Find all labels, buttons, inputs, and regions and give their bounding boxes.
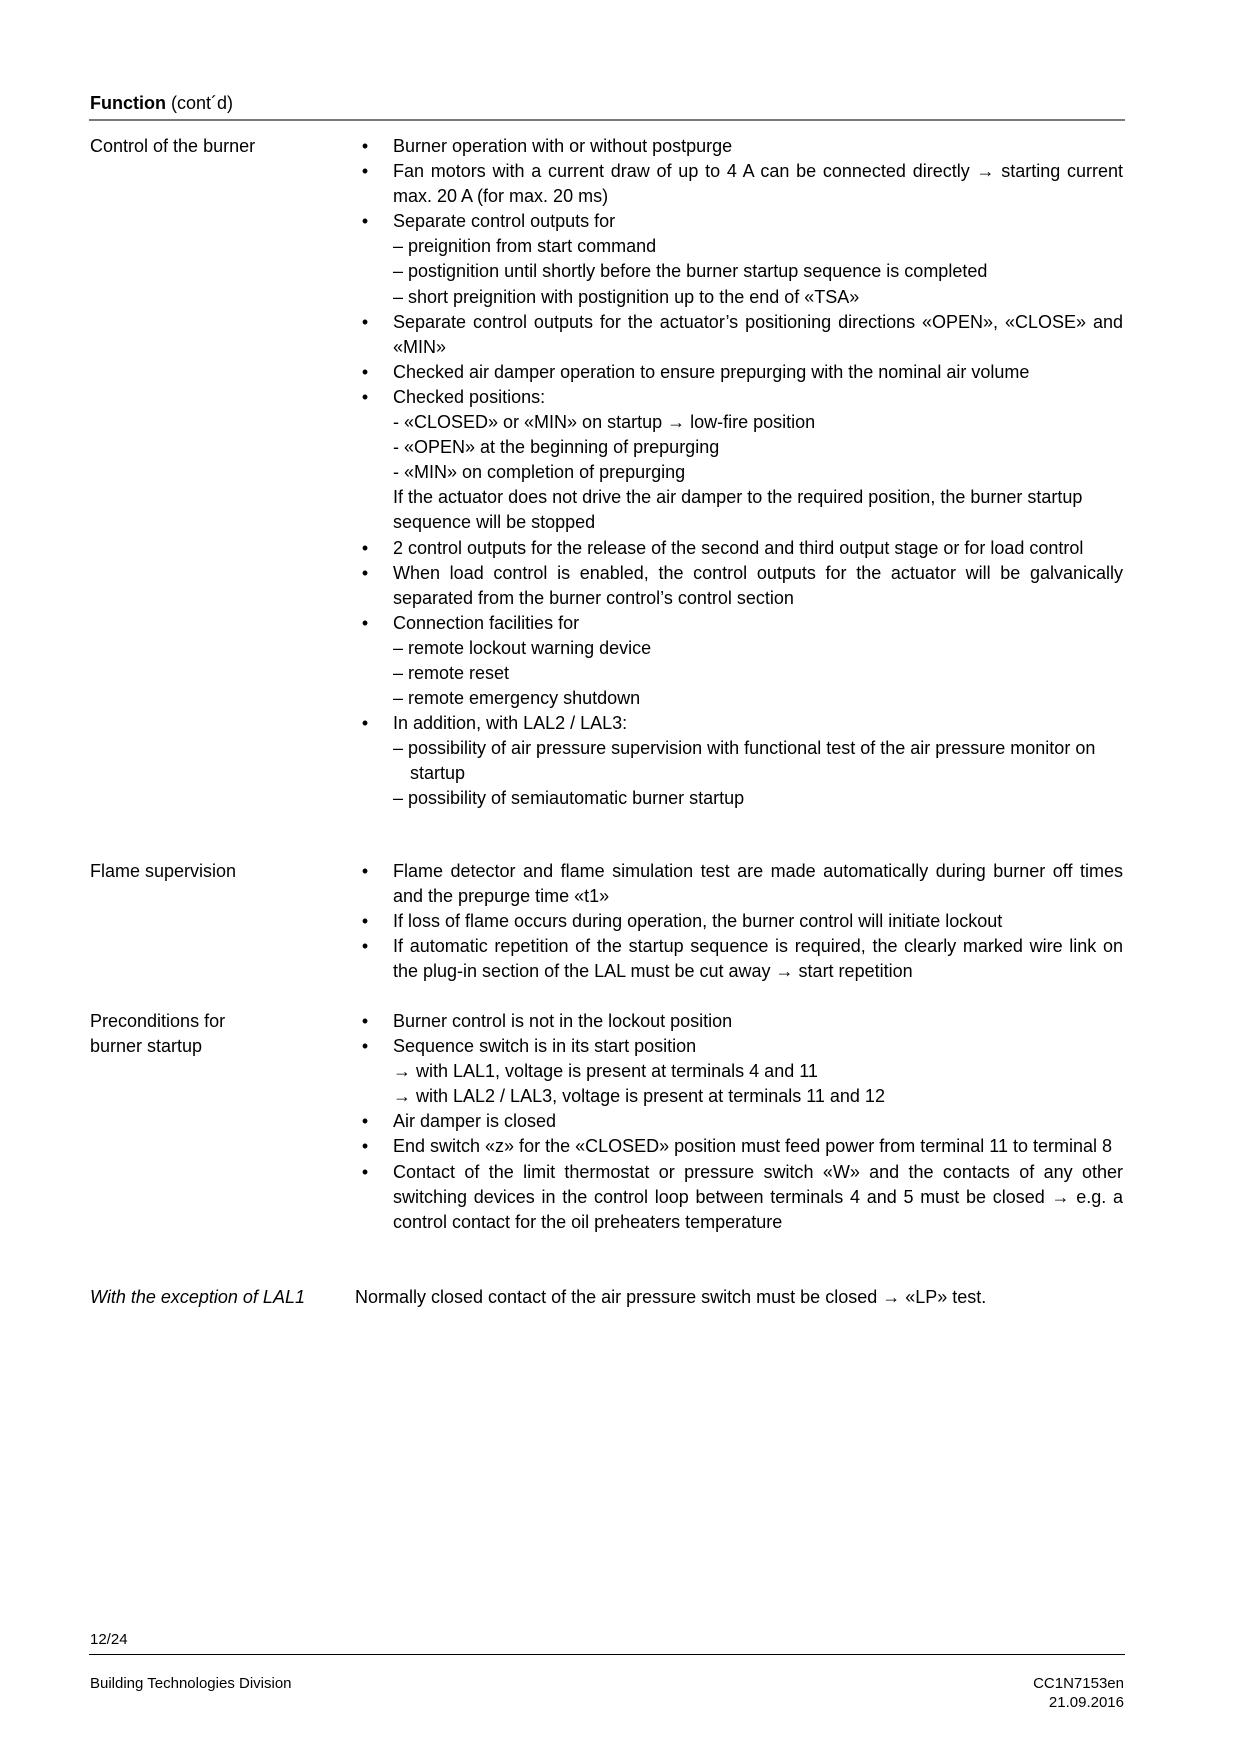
bullet-icon: •: [361, 211, 369, 232]
bullet-icon: •: [361, 161, 369, 182]
bullet-list: [360, 859, 1123, 984]
sub-item: – remote reset: [393, 662, 510, 683]
list-item-text: Separate control outputs for: [393, 211, 616, 232]
list-item-text: Burner operation with or without postpurge: [393, 136, 733, 156]
list-item: [360, 1009, 1123, 1034]
section-body: [360, 134, 1123, 812]
heading-suffix: (cont´d): [165, 93, 234, 113]
list-item-text: Separate control outputs for the actuator’s positioning directions «OPEN», «CLOSE» and «MIN»: [393, 311, 1123, 357]
list-item-text: Sequence switch is in its start position: [393, 1036, 697, 1057]
bullet-icon: •: [361, 1011, 369, 1031]
list-item-text: Flame detector and flame simulation test are made automatically during burner off times and the prepurge time «t1»: [393, 861, 1123, 907]
list-item: [360, 159, 1123, 209]
sub-item: – short preignition with postignition up to the end of «TSA»: [393, 286, 860, 307]
sub-item: – remote emergency shutdown: [393, 688, 641, 709]
sub-item: - «MIN» on completion of prepurging: [393, 462, 686, 483]
list-item: [360, 1109, 1123, 1134]
list-item-text: In addition, with LAL2 / LAL3:: [393, 713, 628, 734]
list-item-text: If automatic repetition of the startup sequence is required, the clearly marked wire link on the plug-in section of the LAL must be cut away → start repetition: [393, 936, 1123, 982]
sub-item: → with LAL1, voltage is present at terminals 4 and 11: [393, 1061, 818, 1082]
sub-item: - «OPEN» at the beginning of prepurging: [393, 437, 720, 458]
list-item: [360, 909, 1123, 934]
bullet-icon: •: [361, 1036, 369, 1057]
list-item-text: Fan motors with a current draw of up to 4 A can be connected directly → starting current max. 20 A (for max. 20 ms): [393, 161, 1123, 207]
bullet-icon: •: [361, 1111, 369, 1132]
bullet-list: [360, 134, 1123, 812]
list-item-text: End switch «z» for the «CLOSED» position must feed power from terminal 11 to terminal 8: [393, 1136, 1112, 1157]
bullet-icon: •: [361, 713, 369, 734]
sub-item: – preignition from start command: [393, 236, 657, 257]
section-label: [90, 1009, 350, 1059]
heading-rule: [89, 119, 1125, 121]
list-item: [360, 209, 1123, 309]
section-body: [360, 859, 1123, 984]
list-item: [360, 934, 1123, 984]
list-item-text: Connection facilities for: [393, 612, 580, 633]
list-item-text: Contact of the limit thermostat or pressure switch «W» and the contacts of any other switching devices in the control loop between terminals 4 and 5 must be closed → e.g. a control contact for the oil preheaters temperature: [393, 1161, 1123, 1232]
bullet-icon: •: [361, 861, 369, 881]
sub-item: → with LAL2 / LAL3, voltage is present at terminals 11 and 12: [393, 1086, 885, 1107]
list-item: [360, 1160, 1123, 1235]
list-item-text: Air damper is closed: [393, 1111, 557, 1132]
section-body: [360, 1009, 1123, 1235]
list-item: [360, 1034, 1123, 1109]
list-item: [360, 385, 1123, 536]
document-date: 21.09.2016: [1048, 1694, 1124, 1711]
sub-item: – remote lockout warning device: [393, 637, 652, 658]
sub-item: – possibility of semiautomatic burner startup: [393, 788, 745, 809]
bullet-icon: •: [361, 1161, 369, 1182]
bullet-icon: •: [361, 136, 369, 156]
list-item: [360, 536, 1123, 561]
section-label-line: Preconditions for: [90, 1011, 226, 1031]
document-id: CC1N7153en: [1033, 1675, 1124, 1692]
list-item: [360, 711, 1123, 811]
list-item: [360, 360, 1123, 385]
section-label: Flame supervision: [90, 861, 237, 881]
list-item-text: If loss of flame occurs during operation, the burner control will initiate lockout: [393, 911, 1003, 932]
section-heading: [90, 91, 233, 116]
list-item: [360, 134, 1123, 159]
footer-doc-info: [1033, 1674, 1124, 1712]
sub-item: - «CLOSED» or «MIN» on startup → low-fire position: [393, 412, 816, 433]
sub-item: – possibility of air pressure supervision with functional test of the air pressure monitor on startup: [393, 738, 1096, 784]
list-item-text: Checked air damper operation to ensure prepurging with the nominal air volume: [393, 361, 1030, 382]
list-item-text: 2 control outputs for the release of the second and third output stage or for load control: [393, 537, 1084, 558]
section-label: Control of the burner: [90, 136, 256, 156]
list-item: [360, 859, 1123, 909]
list-item: [360, 561, 1123, 611]
exception-text: Normally closed contact of the air pressure switch must be closed → «LP» test.: [355, 1287, 987, 1307]
sub-item: If the actuator does not drive the air damper to the required position, the burner startup sequence will be stopped: [393, 487, 1083, 533]
bullet-icon: •: [361, 911, 369, 932]
list-item-text: Burner control is not in the lockout position: [393, 1011, 733, 1031]
bullet-icon: •: [361, 311, 369, 332]
heading-title: Function: [90, 93, 166, 113]
list-item-text: Checked positions:: [393, 386, 546, 407]
list-item-text: When load control is enabled, the control outputs for the actuator will be galvanically separated from the burner control’s control section: [393, 562, 1123, 608]
section-label-line: burner startup: [90, 1036, 203, 1057]
bullet-icon: •: [361, 562, 369, 583]
bullet-list: [360, 1009, 1123, 1235]
sub-item: – postignition until shortly before the burner startup sequence is completed: [393, 261, 988, 282]
list-item: [360, 611, 1123, 711]
page-number: 12/24: [90, 1631, 128, 1648]
list-item: [360, 310, 1123, 360]
bullet-icon: •: [361, 361, 369, 382]
bullet-icon: •: [361, 1136, 369, 1157]
footer-rule: [89, 1654, 1125, 1655]
footer-division: Building Technologies Division: [90, 1675, 292, 1692]
bullet-icon: •: [361, 537, 369, 558]
bullet-icon: •: [361, 386, 369, 407]
bullet-icon: •: [361, 936, 369, 957]
list-item: [360, 1134, 1123, 1159]
exception-label: With the exception of LAL1: [90, 1287, 305, 1307]
bullet-icon: •: [361, 612, 369, 633]
